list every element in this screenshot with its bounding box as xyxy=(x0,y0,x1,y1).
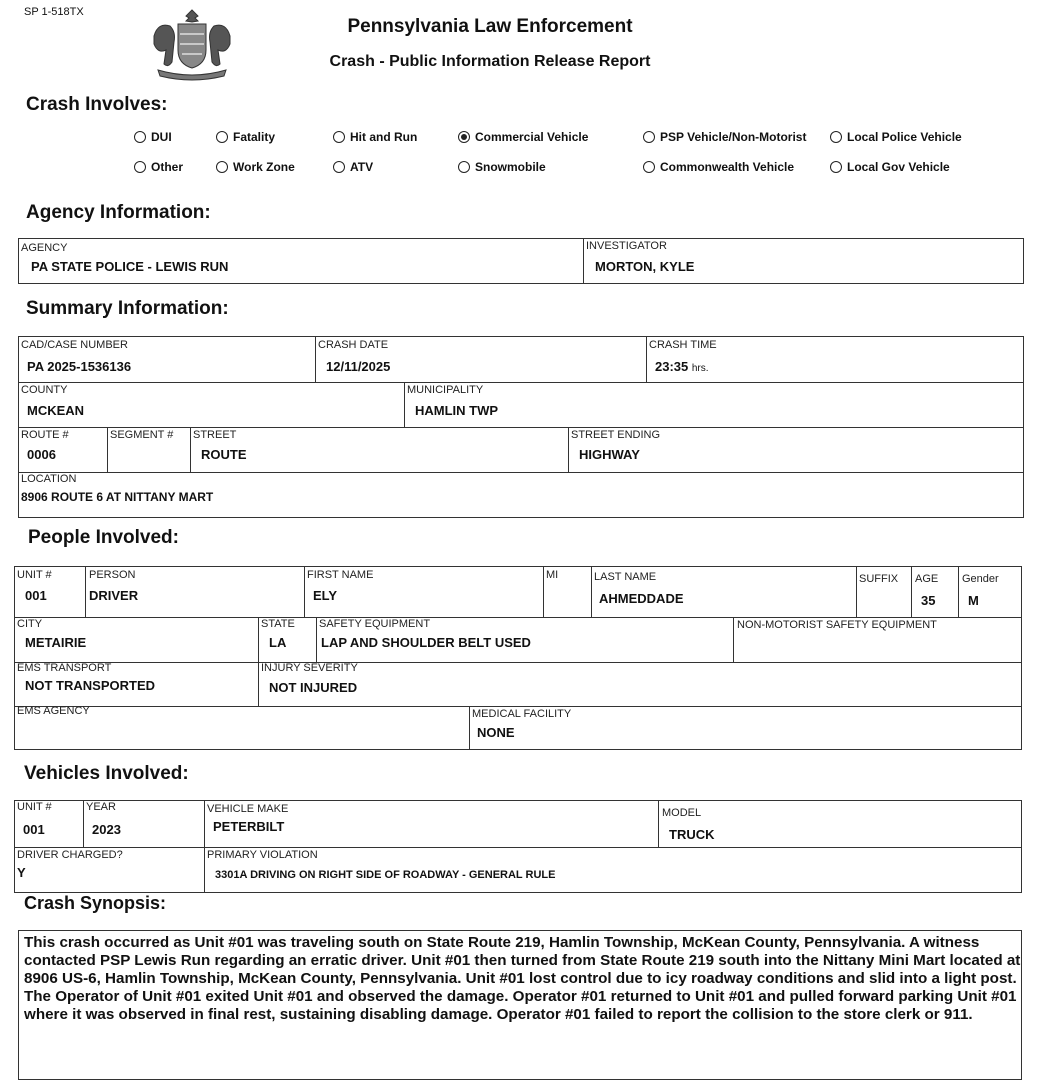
street-label: STREET xyxy=(193,429,237,441)
checkbox-psp-vehicle[interactable]: PSP Vehicle/Non-Motorist xyxy=(643,130,806,144)
case-number-label: CAD/CASE NUMBER xyxy=(21,339,128,351)
first-name-value: ELY xyxy=(313,588,338,603)
gender-label: Gender xyxy=(962,573,999,585)
pennsylvania-seal-icon xyxy=(140,6,244,82)
checkbox-hit-and-run[interactable]: Hit and Run xyxy=(333,130,417,144)
municipality-value: HAMLIN TWP xyxy=(415,403,499,418)
injury-severity-value: NOT INJURED xyxy=(269,680,358,695)
vehicle-unit-label: UNIT # xyxy=(17,801,52,813)
crash-time-unit: hrs. xyxy=(691,363,709,374)
form-id: SP 1-518TX xyxy=(24,6,84,18)
person-value: DRIVER xyxy=(89,588,139,603)
vehicles-heading: Vehicles Involved: xyxy=(24,763,189,784)
people-box xyxy=(14,566,1022,750)
radio-checked-icon xyxy=(458,131,470,143)
location-label: LOCATION xyxy=(21,473,77,485)
radio-icon xyxy=(134,161,146,173)
page-title: Pennsylvania Law Enforcement xyxy=(347,16,633,37)
age-label: AGE xyxy=(915,573,939,585)
first-name-label: FIRST NAME xyxy=(307,569,374,581)
person-label: PERSON xyxy=(89,569,136,581)
checkbox-commercial-vehicle[interactable]: Commercial Vehicle xyxy=(458,130,588,144)
vehicle-make-value: PETERBILT xyxy=(213,819,285,834)
state-label: STATE xyxy=(261,618,295,630)
year-label: YEAR xyxy=(86,801,116,813)
checkbox-fatality[interactable]: Fatality xyxy=(216,130,275,144)
primary-violation-value: 3301A DRIVING ON RIGHT SIDE OF ROADWAY - GENERAL RULE xyxy=(215,869,556,881)
segment-label: SEGMENT # xyxy=(110,429,174,441)
municipality-label: MUNICIPALITY xyxy=(407,384,484,396)
checkbox-dui[interactable]: DUI xyxy=(134,130,172,144)
model-value: TRUCK xyxy=(669,827,715,842)
year-value: 2023 xyxy=(92,822,121,837)
ems-transport-value: NOT TRANSPORTED xyxy=(25,678,155,693)
radio-icon xyxy=(216,131,228,143)
mi-label: MI xyxy=(546,569,559,581)
crash-date-label: CRASH DATE xyxy=(318,339,389,351)
checkbox-commonwealth-vehicle[interactable]: Commonwealth Vehicle xyxy=(643,160,794,174)
agency-heading: Agency Information: xyxy=(26,202,211,223)
checkbox-atv[interactable]: ATV xyxy=(333,160,373,174)
vehicle-make-label: VEHICLE MAKE xyxy=(207,803,289,815)
page-subtitle: Crash - Public Information Release Report xyxy=(329,53,651,70)
checkbox-other[interactable]: Other xyxy=(134,160,183,174)
crash-time-value: 23:35 hrs. xyxy=(655,359,709,374)
non-motorist-safety-label: NON-MOTORIST SAFETY EQUIPMENT xyxy=(737,619,937,631)
checkbox-local-police-vehicle[interactable]: Local Police Vehicle xyxy=(830,130,962,144)
street-ending-value: HIGHWAY xyxy=(579,447,640,462)
people-heading: People Involved: xyxy=(28,527,179,548)
last-name-value: AHMEDDADE xyxy=(599,591,684,606)
driver-charged-label: DRIVER CHARGED? xyxy=(17,849,123,861)
unit-value: 001 xyxy=(25,588,47,603)
radio-icon xyxy=(134,131,146,143)
driver-charged-value: Y xyxy=(17,865,26,880)
vehicle-unit-value: 001 xyxy=(23,822,45,837)
county-label: COUNTY xyxy=(21,384,68,396)
age-value: 35 xyxy=(921,593,936,608)
agency-label: AGENCY xyxy=(21,242,68,254)
summary-box xyxy=(18,336,1024,518)
radio-icon xyxy=(830,161,842,173)
primary-violation-label: PRIMARY VIOLATION xyxy=(207,849,318,861)
checkbox-snowmobile[interactable]: Snowmobile xyxy=(458,160,546,174)
street-value: ROUTE xyxy=(201,447,247,462)
vehicles-box xyxy=(14,800,1022,893)
investigator-value: MORTON, KYLE xyxy=(595,259,695,274)
agency-box xyxy=(18,238,1024,284)
route-value: 0006 xyxy=(27,447,56,462)
safety-equipment-value: LAP AND SHOULDER BELT USED xyxy=(321,635,531,650)
injury-severity-label: INJURY SEVERITY xyxy=(261,662,358,674)
model-label: MODEL xyxy=(662,807,702,819)
radio-icon xyxy=(830,131,842,143)
crash-date-value: 12/11/2025 xyxy=(326,359,391,374)
checkbox-local-gov-vehicle[interactable]: Local Gov Vehicle xyxy=(830,160,950,174)
medical-facility-label: MEDICAL FACILITY xyxy=(472,708,572,720)
radio-icon xyxy=(333,131,345,143)
county-value: MCKEAN xyxy=(27,403,85,418)
location-value: 8906 ROUTE 6 AT NITTANY MART xyxy=(21,490,214,504)
crash-time-label: CRASH TIME xyxy=(649,339,717,351)
investigator-label: INVESTIGATOR xyxy=(586,240,667,252)
ems-transport-label: EMS TRANSPORT xyxy=(17,662,112,674)
case-number-value: PA 2025-1536136 xyxy=(27,359,132,374)
route-label: ROUTE # xyxy=(21,429,69,441)
radio-icon xyxy=(216,161,228,173)
gender-value: M xyxy=(968,593,979,608)
street-ending-label: STREET ENDING xyxy=(571,429,661,441)
suffix-label: SUFFIX xyxy=(859,573,899,585)
synopsis-heading: Crash Synopsis: xyxy=(24,893,167,913)
radio-icon xyxy=(333,161,345,173)
radio-icon xyxy=(643,131,655,143)
last-name-label: LAST NAME xyxy=(594,571,657,583)
ems-agency-label: EMS AGENCY xyxy=(17,705,90,717)
checkbox-work-zone[interactable]: Work Zone xyxy=(216,160,295,174)
safety-equipment-label: SAFETY EQUIPMENT xyxy=(319,618,431,630)
state-value: LA xyxy=(269,635,287,650)
radio-icon xyxy=(458,161,470,173)
synopsis-text: This crash occurred as Unit #01 was traveling south on State Route 219, Hamlin Township, McKean County, Pennsylvania. A witness contacted PSP Lewis Run regarding an erratic driver. Unit #01 then turned from State Route 219 south into the Nittany Mini Mart located at 8906 US-6, Hamlin Township, McKean County, Pennsylvania. Unit #01 lost control due to icy roadway conditions and slid into a light post. The Operator of Unit #01 exited Unit #01 and observed the damage. Operator #01 returned to Unit #01 and pulled forward parking Unit #01 where it was observed in final rest, sustaining disabling damage. Operator #01 failed to report the collision to the store clerk or 911. xyxy=(18,930,1022,1080)
unit-label: UNIT # xyxy=(17,569,52,581)
radio-icon xyxy=(643,161,655,173)
medical-facility-value: NONE xyxy=(477,725,515,740)
agency-value: PA STATE POLICE - LEWIS RUN xyxy=(31,259,229,274)
city-value: METAIRIE xyxy=(25,635,87,650)
crash-involves-heading: Crash Involves: xyxy=(26,94,168,115)
summary-heading: Summary Information: xyxy=(26,298,229,319)
city-label: CITY xyxy=(17,618,43,630)
